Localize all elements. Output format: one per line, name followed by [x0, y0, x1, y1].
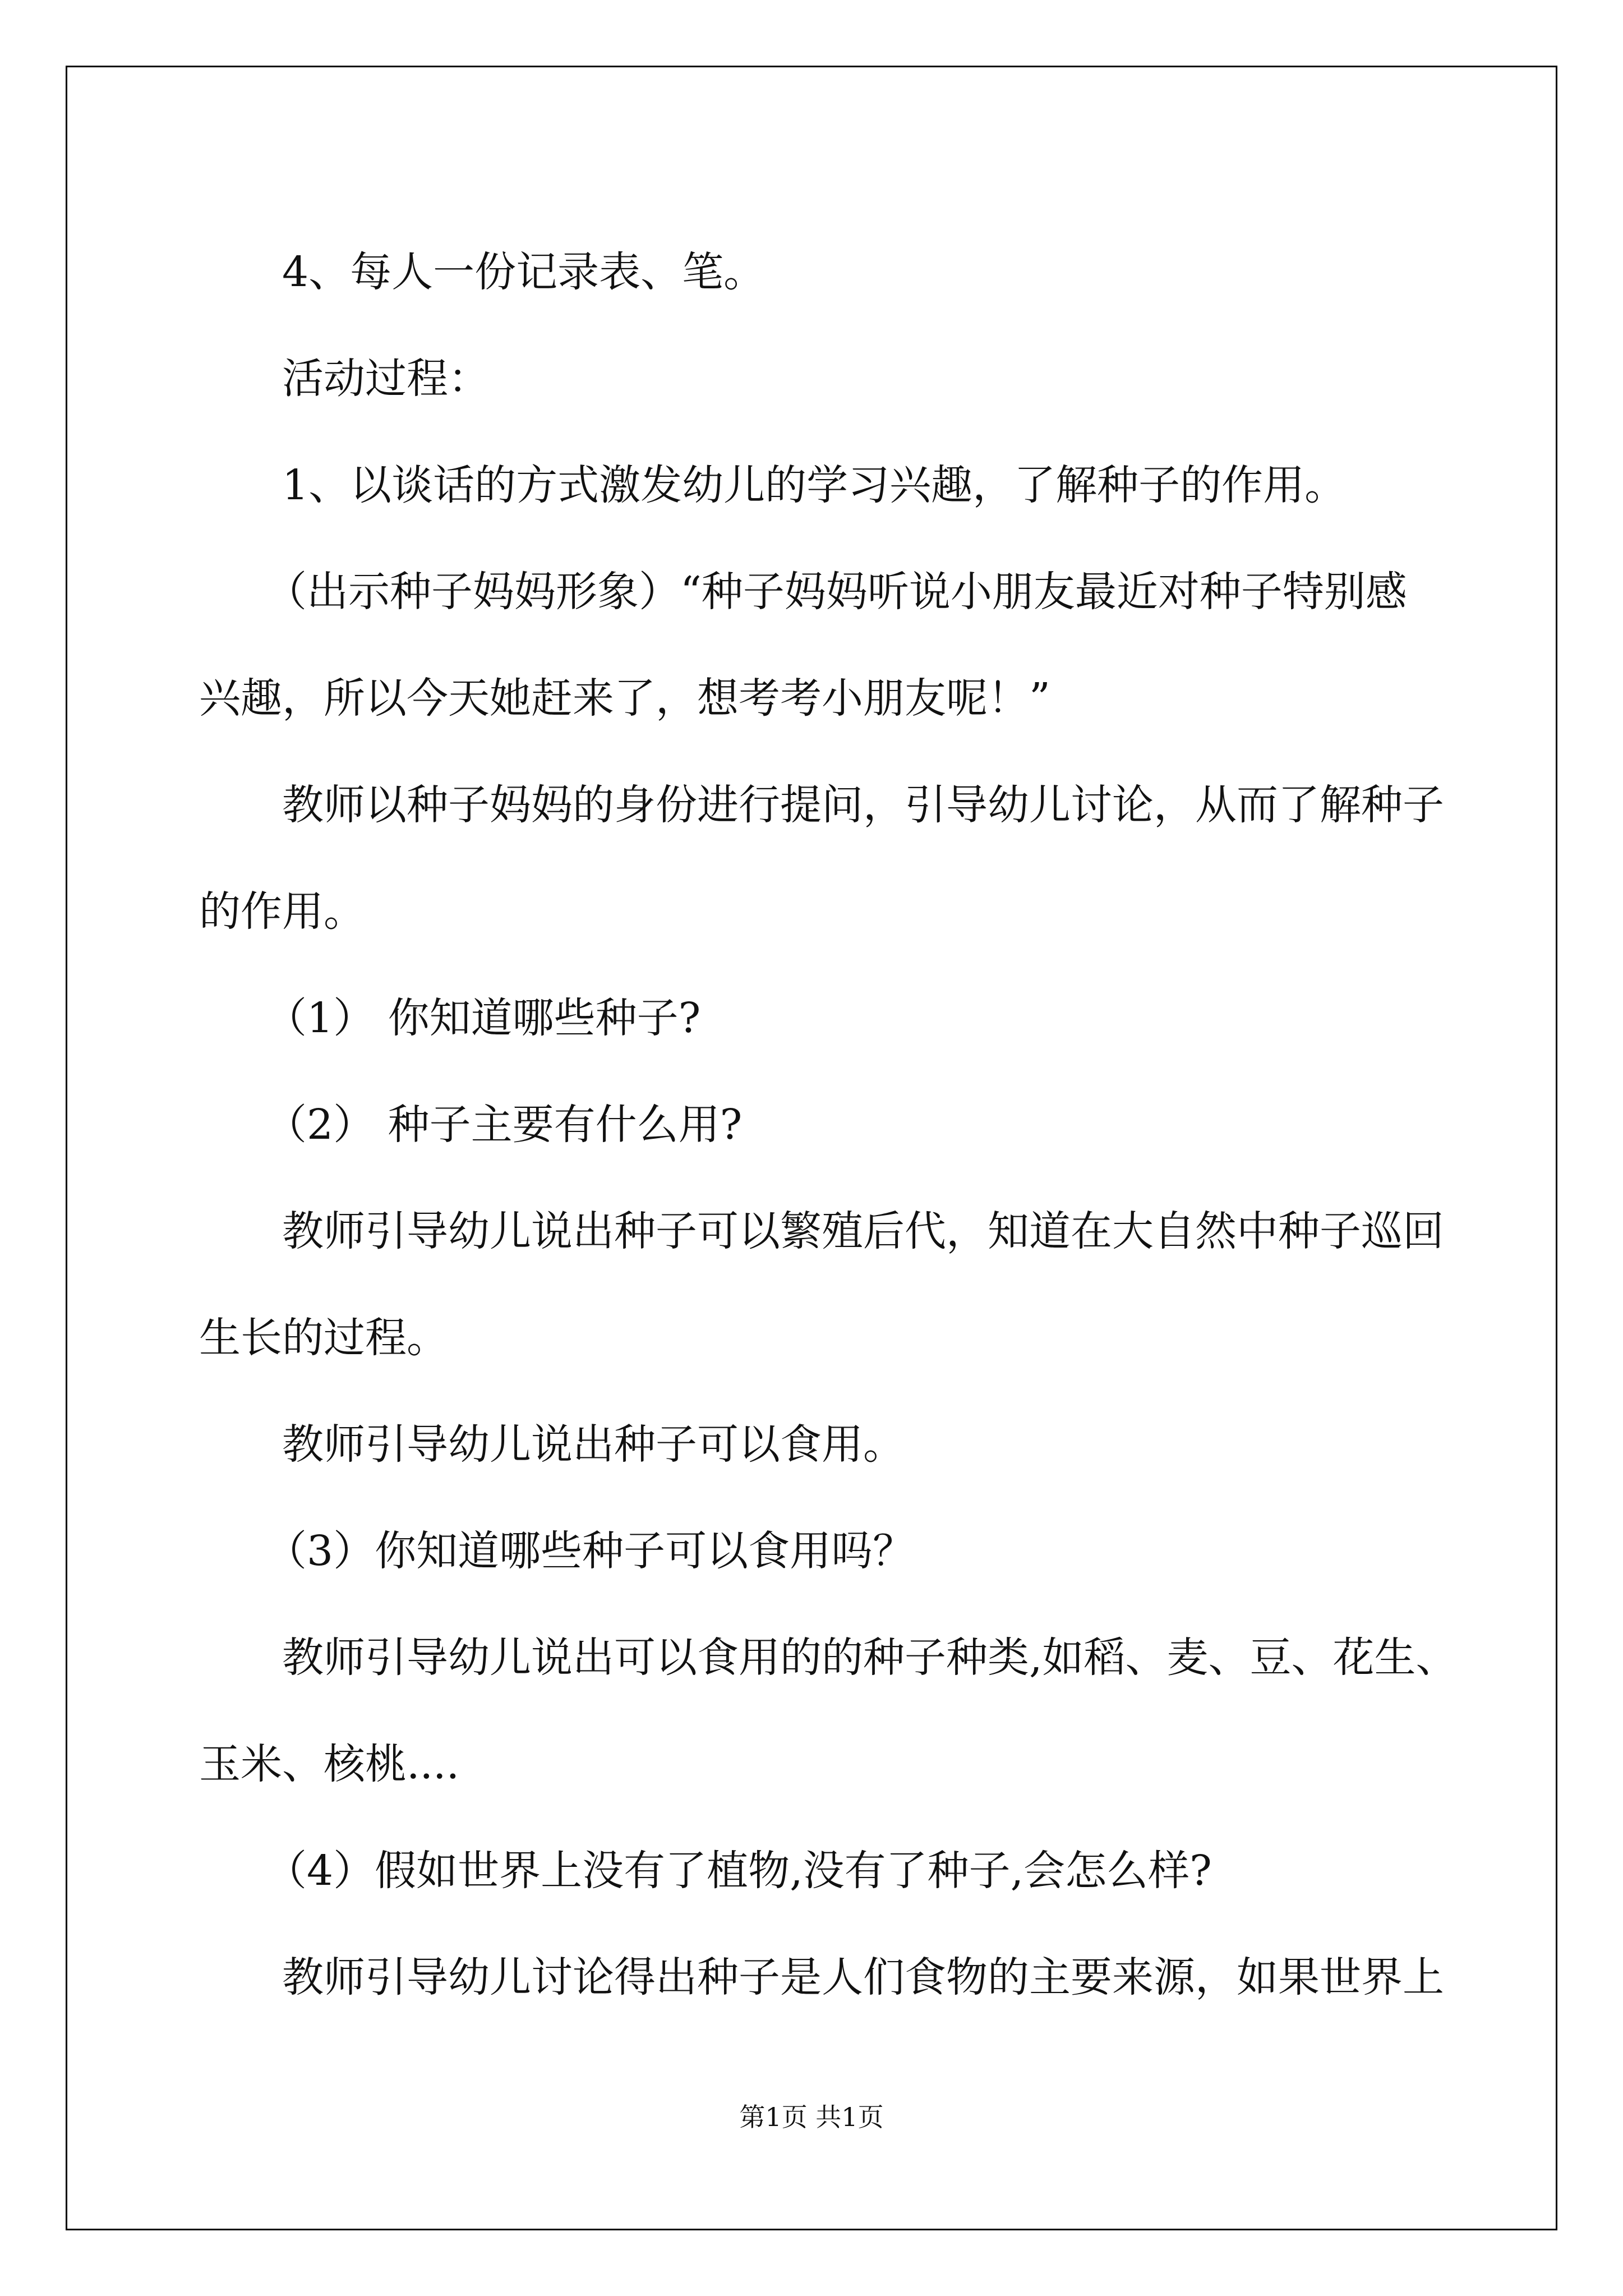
paragraph-edible: 教师引导幼儿说出种子可以食用。 [282, 1420, 905, 1469]
paragraph-seed-mother-intro-cont: 兴趣，所以今天她赶来了，想考考小朋友呢！” [199, 674, 1050, 723]
paragraph-teacher-questions: 教师以种子妈妈的身份进行提问，引导幼儿讨论，从而了解种子 [282, 781, 1444, 829]
document-body [199, 219, 1458, 2031]
section-heading-activity-process: 活动过程： [282, 355, 490, 403]
paragraph-seed-mother-intro: （出示种子妈妈形象）“种子妈妈听说小朋友最近对种子特别感 [265, 568, 1407, 616]
question-1: （1） 你知道哪些种子? [265, 994, 701, 1042]
paragraph-edible-types-cont: 玉米、核桃.... [199, 1740, 460, 1788]
paragraph-reproduction-cont: 生长的过程。 [199, 1314, 448, 1362]
question-2: （2） 种子主要有什么用? [265, 1101, 743, 1149]
paragraph-step-1: 1、以谈话的方式激发幼儿的学习兴趣，了解种子的作用。 [282, 461, 1347, 509]
paragraph-materials-4: 4、每人一份记录表、笔。 [282, 248, 766, 296]
question-4: （4）假如世界上没有了植物,没有了种子,会怎么样? [265, 1847, 1212, 1895]
paragraph-food-source: 教师引导幼儿讨论得出种子是人们食物的主要来源，如果世界上 [282, 1953, 1444, 2001]
page-footer: 第1页 共1页 [739, 2102, 884, 2132]
paragraph-reproduction: 教师引导幼儿说出种子可以繁殖后代，知道在大自然中种子巡回 [282, 1207, 1444, 1255]
paragraph-teacher-questions-cont: 的作用。 [199, 887, 365, 936]
question-3: （3）你知道哪些种子可以食用吗？ [265, 1527, 915, 1575]
paragraph-edible-types: 教师引导幼儿说出可以食用的的种子种类,如稻、麦、豆、花生、 [282, 1634, 1458, 1682]
